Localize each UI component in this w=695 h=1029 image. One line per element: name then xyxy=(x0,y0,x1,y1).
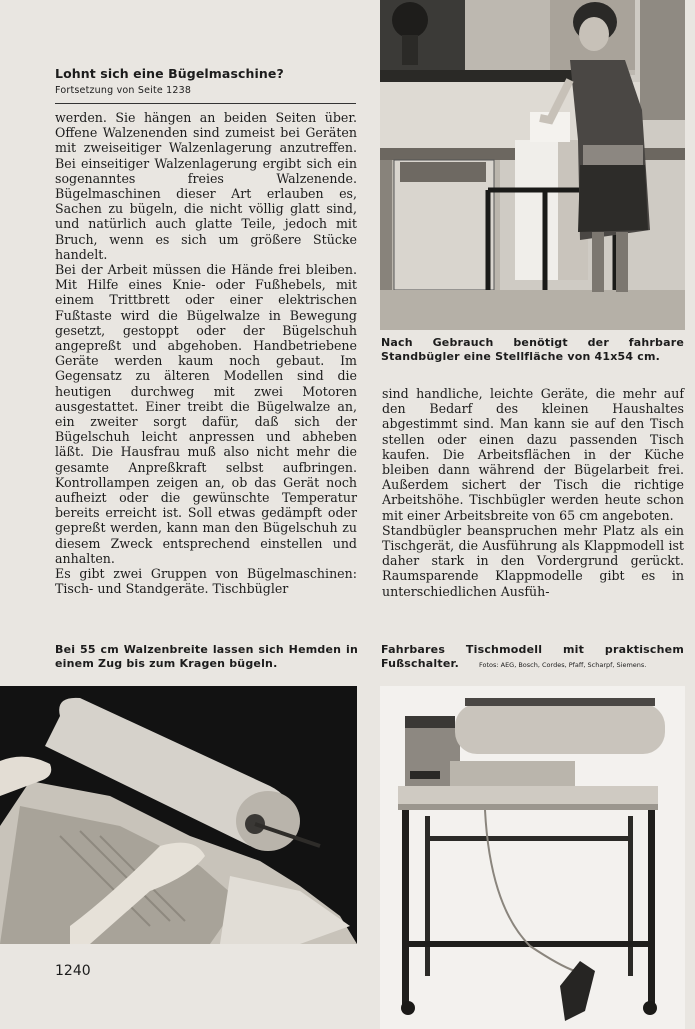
paragraph: sind handliche, leichte Geräte, die mehr auf den Bedarf des kleinen Haushaltes abgestimmt sind. Man kann sie auf den Tisch stellen oder einen dazu passenden Tisch kaufen. Die Arbeitsflächen in der Küche bleiben dann während der Bügelarbeit frei. Außerdem sichert der Tisch die richtige Arbeitshöhe. Tischbügler werden heute schon mit einer Arbeitsbreite von 65 cm angeboten. xyxy=(382,386,684,523)
photo-table-model-foot-switch xyxy=(380,686,685,1029)
continued-from-note: Fortsetzung von Seite 1238 xyxy=(55,85,192,96)
article-heading: Lohnt sich eine Bügelmaschine? xyxy=(55,66,284,81)
paragraph: Bei der Arbeit müssen die Hände frei bleiben. Mit Hilfe eines Knie- oder Fußhebels, mit einem Trittbrett oder einer elektrischen Fußtaste wird die Bügelwalze in Bewegung gesetzt, gestoppt oder der Bügelschuh angepreßt und abgehoben. Handbetriebene Geräte werden kaum noch gebaut. Im Gegensatz zu älteren Modellen sind die heutigen durchweg mit zwei Motoren ausgestattet. Einer treibt die Bügelwalze an, ein zweiter sorgt dafür, daß sich der Bügelschuh leicht anpressen und abheben läßt. Die Hausfrau muß also nicht mehr die gesamte Anpreßkraft selbst aufbringen. Kontrollampen zeigen an, ob das Gerät noch aufheizt oder die gewünschte Temperatur bereits erreicht ist. Soll etwas gedämpft oder gepreßt werden, kann man den Bügelschuh zu diesem Zweck entsprechend einstellen und anhalten. xyxy=(55,262,357,566)
photo-caption-shirt-ironing: Bei 55 cm Walzenbreite lassen sich Hemden in einem Zug bis zum Kragen bügeln. xyxy=(55,643,358,670)
left-text-column xyxy=(55,110,357,597)
paragraph: Es gibt zwei Gruppen von Bügelmaschinen: Tisch- und Standgeräte. Tischbügler xyxy=(55,566,357,597)
photo-caption-standing-ironer: Nach Gebrauch benötigt der fahrbare Standbügler eine Stellfläche von 41x54 cm. xyxy=(381,336,684,363)
caption-text: Fahrbares Tischmodell mit praktischem Fußschalter. xyxy=(381,643,684,670)
photo-caption-table-model xyxy=(381,643,684,672)
photo-standing-ironer-kitchen xyxy=(380,0,685,330)
right-text-column xyxy=(382,386,684,599)
page-number: 1240 xyxy=(55,963,91,979)
heading-divider xyxy=(55,103,356,104)
photo-shirt-on-roller xyxy=(0,686,357,944)
paragraph: Standbügler beanspruchen mehr Platz als ein Tischgerät, die Ausführung als Klappmodell ist daher stark in den Vordergrund gerückt. Raumsparende Klappmodelle gibt es in unterschiedlichen Ausfüh- xyxy=(382,522,684,599)
photo-credits: Fotos: AEG, Bosch, Cordes, Pfaff, Scharpf, Siemens. xyxy=(478,661,647,669)
paragraph: werden. Sie hängen an beiden Seiten über. Offene Walzenenden sind zumeist bei Geräten mit zweiseitiger Walzenlagerung anzutreffen. Bei einseitiger Walzenlagerung ergibt sich ein sogenanntes freies Walzenende. Bügelmaschinen dieser Art erlauben es, Sachen zu bügeln, die nicht völlig glatt sind, und natürlich auch glatte Teile, jedoch mit Bruch, wenn es sich um größere Stücke handelt. xyxy=(55,110,357,262)
